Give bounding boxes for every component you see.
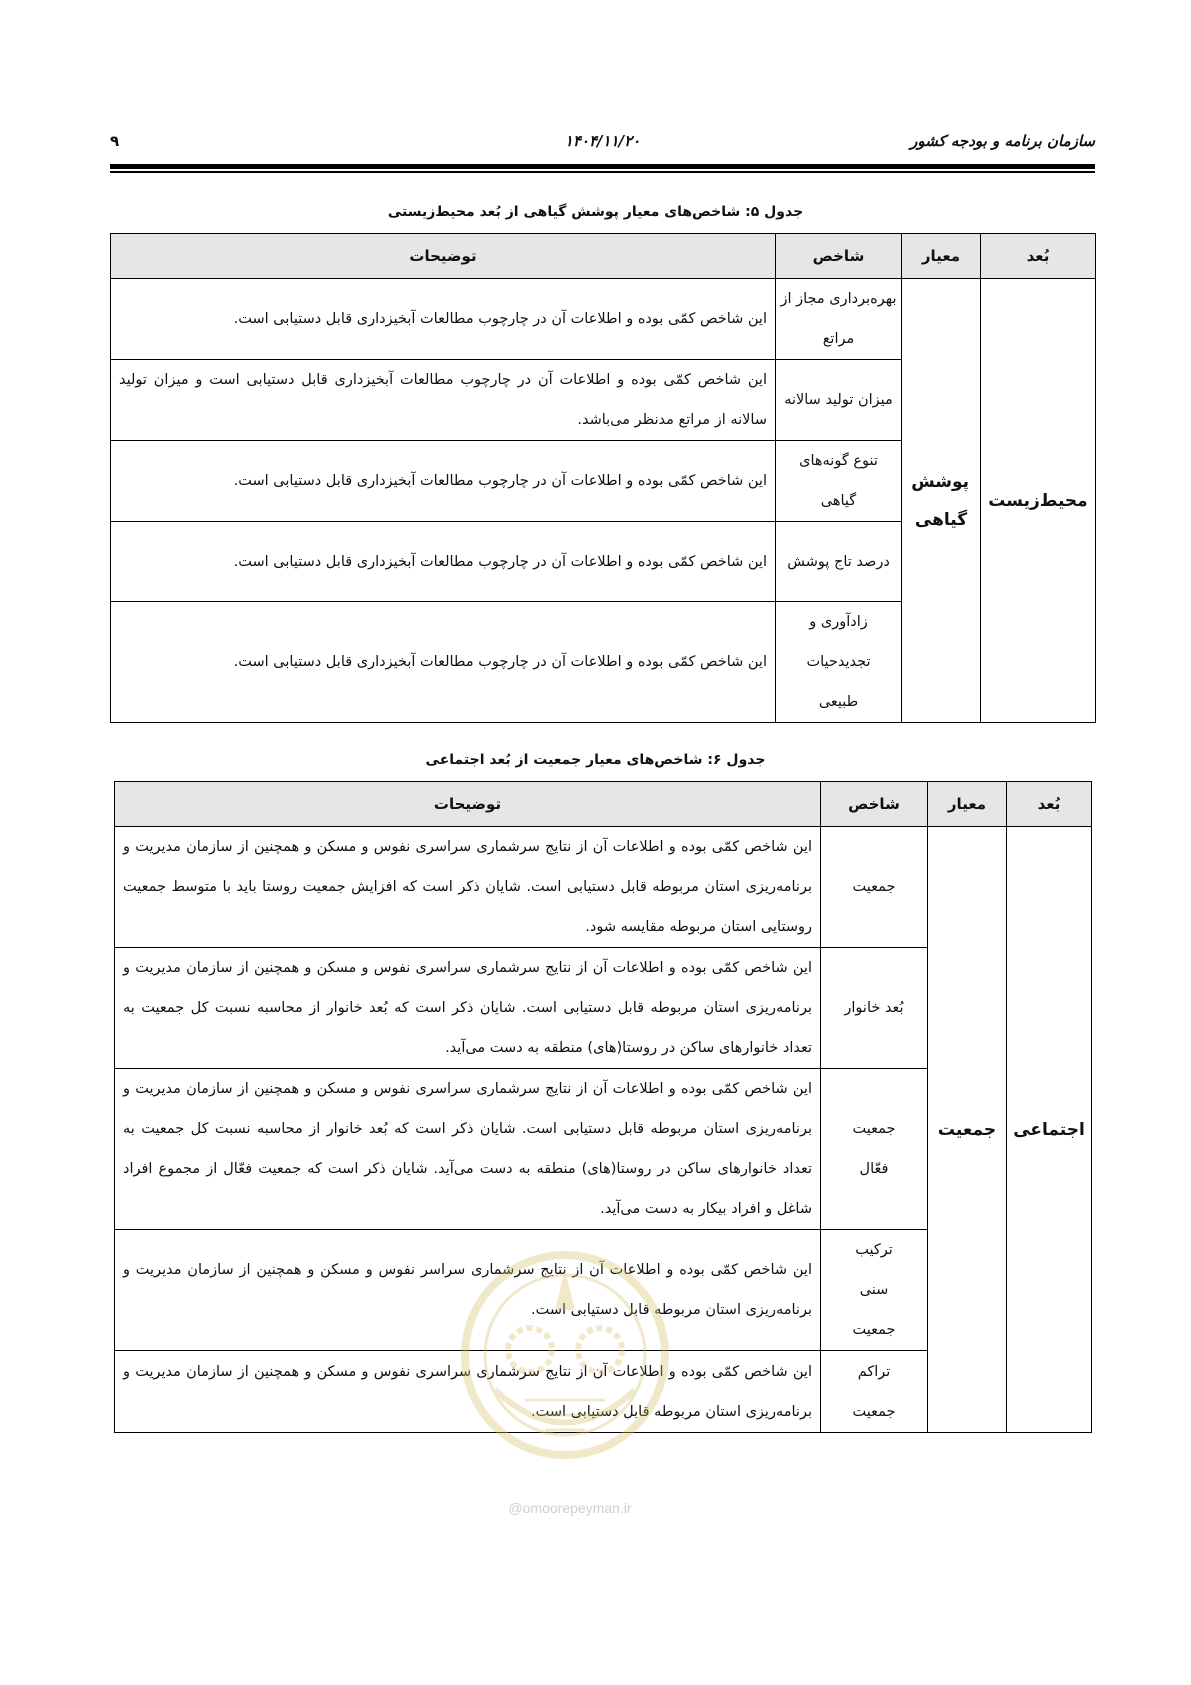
description-cell: این شاخص کمّی بوده و اطلاعات آن در چارچوب مطالعات آبخیزداری قابل دستیابی است.	[111, 602, 776, 723]
indicator-text: تراکم جمعیت	[852, 1363, 896, 1420]
indicator-text: ترکیب سنی جمعیت	[852, 1242, 896, 1338]
indicator-cell	[821, 1069, 928, 1230]
header-date: ۱۴۰۴/۱۱/۲۰	[564, 132, 641, 150]
indicator-cell: تنوع گونه‌های گیاهی	[776, 441, 902, 522]
indicator-text: زادآوری و تجدیدحیات طبیعی	[806, 614, 871, 710]
indicator-cell	[821, 1230, 928, 1351]
header-description: توضیحات	[111, 234, 776, 279]
description-cell: این شاخص کمّی بوده و اطلاعات آن از نتایج سرشماری سراسری نفوس و مسکن و همچنین از سازمان مدیریت و برنامه‌ریزی استان مربوطه قابل دستیابی است. شایان ذکر است که بُعد خانوار از محاسبه نسبت کل جمعیت به تعداد خانوارهای ساکن در روستا(های) منطقه به دست می‌آید. شایان ذکر است که جمعیت فعّال از مجموع افراد شاغل و افراد بیکار به دست می‌آید.	[115, 1069, 821, 1230]
indicator-cell	[821, 1351, 928, 1433]
dimension-cell: اجتماعی	[1007, 827, 1092, 1433]
header-dimension: بُعد	[1007, 782, 1092, 827]
table5-header-row	[111, 234, 1096, 279]
header-indicator: شاخص	[821, 782, 928, 827]
header-indicator: شاخص	[776, 234, 902, 279]
indicator-cell	[776, 602, 902, 723]
indicator-cell: جمعیت	[821, 827, 928, 948]
header-dimension: بُعد	[981, 234, 1096, 279]
table6-caption: جدول ۶: شاخص‌های معیار جمعیت از بُعد اجتماعی	[425, 752, 766, 768]
description-cell: این شاخص کمّی بوده و اطلاعات آن از نتایج سرشماری سراسر نفوس و مسکن و همچنین از سازمان مدیریت و برنامه‌ریزی استان مربوطه قابل دستیابی است.	[115, 1230, 821, 1351]
page-number: ۹	[110, 132, 120, 150]
indicator-text: جمعیت فعّال	[852, 1121, 896, 1177]
table5	[110, 233, 1096, 723]
watermark-text: @omoorepeyman.ir	[508, 1500, 632, 1516]
header-criterion: معیار	[902, 234, 981, 279]
description-cell: این شاخص کمّی بوده و اطلاعات آن از نتایج سرشماری سراسری نفوس و مسکن و همچنین از سازمان مدیریت و برنامه‌ریزی استان مربوطه قابل دستیابی است.	[115, 1351, 821, 1433]
indicator-cell: درصد تاج پوشش	[776, 522, 902, 602]
table5-caption: جدول ۵: شاخص‌های معیار پوشش گیاهی از بُعد محیط‌زیستی	[387, 204, 804, 220]
table-row	[111, 279, 1096, 360]
header-rule-thin	[110, 171, 1095, 173]
indicator-cell: میزان تولید سالانه	[776, 360, 902, 441]
description-cell: این شاخص کمّی بوده و اطلاعات آن از نتایج سرشماری سراسری نفوس و مسکن و همچنین از سازمان مدیریت و برنامه‌ریزی استان مربوطه قابل دستیابی است. شایان ذکر است که بُعد خانوار از محاسبه نسبت کل جمعیت به تعداد خانوارهای ساکن در روستا(های) منطقه به دست می‌آید.	[115, 948, 821, 1069]
table-row	[115, 827, 1092, 948]
seal-logo-icon	[455, 1240, 675, 1480]
table6-header-row	[115, 782, 1092, 827]
page-header	[110, 128, 1095, 156]
criterion-text: پوشش گیاهی	[911, 471, 969, 530]
organization-name: سازمان برنامه و بودجه کشور	[910, 132, 1095, 150]
description-cell: این شاخص کمّی بوده و اطلاعات آن در چارچوب مطالعات آبخیزداری قابل دستیابی است و میزان تولید سالانه از مراتع مدنظر می‌باشد.	[111, 360, 776, 441]
criterion-cell	[902, 279, 981, 723]
header-criterion: معیار	[928, 782, 1007, 827]
description-cell: این شاخص کمّی بوده و اطلاعات آن در چارچوب مطالعات آبخیزداری قابل دستیابی است.	[111, 441, 776, 522]
description-cell: این شاخص کمّی بوده و اطلاعات آن از نتایج سرشماری سراسری نفوس و مسکن و همچنین از سازمان مدیریت و برنامه‌ریزی استان مربوطه قابل دستیابی است. شایان ذکر است که افزایش جمعیت روستا باید با متوسط جمعیت روستایی استان مربوطه مقایسه شود.	[115, 827, 821, 948]
description-cell: این شاخص کمّی بوده و اطلاعات آن در چارچوب مطالعات آبخیزداری قابل دستیابی است.	[111, 522, 776, 602]
description-cell: این شاخص کمّی بوده و اطلاعات آن در چارچوب مطالعات آبخیزداری قابل دستیابی است.	[111, 279, 776, 360]
dimension-cell: محیط‌زیست	[981, 279, 1096, 723]
indicator-cell: بُعد خانوار	[821, 948, 928, 1069]
header-description: توضیحات	[115, 782, 821, 827]
criterion-cell: جمعیت	[928, 827, 1007, 1433]
header-rule-thick	[110, 164, 1095, 169]
indicator-cell: بهره‌برداری مجاز از مراتع	[776, 279, 902, 360]
